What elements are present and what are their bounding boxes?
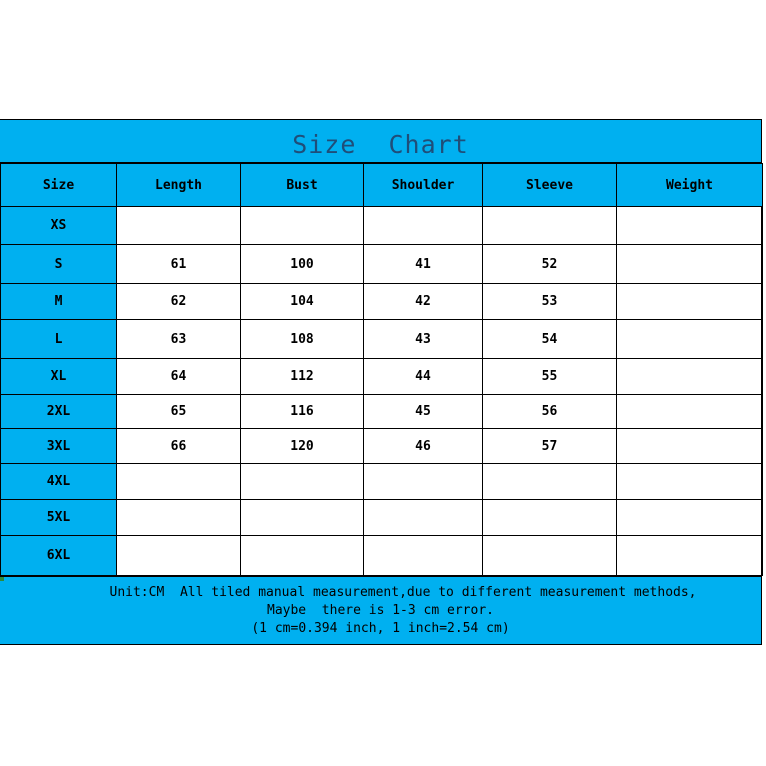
- table-row: [1, 500, 763, 536]
- corner-mark: [0, 577, 4, 581]
- cell-weight: [617, 207, 763, 245]
- header-row: [1, 164, 763, 207]
- cell-size: 6XL: [1, 536, 117, 576]
- footer-line-3: (1 cm=0.394 inch, 1 inch=2.54 cm): [251, 620, 510, 636]
- cell-shoulder: 43: [364, 320, 483, 359]
- header-bust: Bust: [241, 164, 364, 207]
- cell-size: 5XL: [1, 500, 117, 536]
- table-row: [1, 429, 763, 464]
- cell-size: 2XL: [1, 395, 117, 429]
- cell-length: [117, 464, 241, 500]
- cell-size: XL: [1, 359, 117, 395]
- cell-size: S: [1, 245, 117, 284]
- cell-bust: 108: [241, 320, 364, 359]
- cell-shoulder: [364, 464, 483, 500]
- table-row: [1, 245, 763, 284]
- table-row: [1, 536, 763, 576]
- header-size: Size: [1, 164, 117, 207]
- cell-weight: [617, 464, 763, 500]
- cell-shoulder: 45: [364, 395, 483, 429]
- cell-sleeve: 56: [483, 395, 617, 429]
- table-row: [1, 359, 763, 395]
- cell-shoulder: [364, 207, 483, 245]
- cell-bust: [241, 500, 364, 536]
- cell-weight: [617, 429, 763, 464]
- cell-weight: [617, 245, 763, 284]
- cell-shoulder: 44: [364, 359, 483, 395]
- table-row: [1, 284, 763, 320]
- cell-bust: [241, 207, 364, 245]
- header-shoulder: Shoulder: [364, 164, 483, 207]
- table-row: [1, 395, 763, 429]
- header-length: Length: [117, 164, 241, 207]
- cell-size: XS: [1, 207, 117, 245]
- size-table: [0, 163, 763, 576]
- cell-weight: [617, 395, 763, 429]
- cell-sleeve: 52: [483, 245, 617, 284]
- cell-length: 65: [117, 395, 241, 429]
- cell-shoulder: [364, 536, 483, 576]
- chart-title: Size Chart: [292, 129, 469, 159]
- cell-bust: 116: [241, 395, 364, 429]
- header-weight: Weight: [617, 164, 763, 207]
- cell-sleeve: [483, 464, 617, 500]
- cell-sleeve: [483, 207, 617, 245]
- footer-line-1: Unit:CM All tiled manual measurement,due to different measurement methods,: [109, 584, 697, 600]
- cell-size: L: [1, 320, 117, 359]
- cell-length: [117, 500, 241, 536]
- cell-size: M: [1, 284, 117, 320]
- table-row: [1, 207, 763, 245]
- cell-sleeve: 55: [483, 359, 617, 395]
- cell-length: 63: [117, 320, 241, 359]
- cell-length: 61: [117, 245, 241, 284]
- cell-bust: 112: [241, 359, 364, 395]
- cell-sleeve: 53: [483, 284, 617, 320]
- cell-sleeve: [483, 536, 617, 576]
- size-chart: [0, 119, 762, 645]
- cell-size: 3XL: [1, 429, 117, 464]
- cell-length: 62: [117, 284, 241, 320]
- cell-bust: [241, 536, 364, 576]
- footer-line-2: Maybe there is 1-3 cm error.: [267, 602, 494, 618]
- title-bar: [0, 120, 761, 163]
- cell-length: [117, 207, 241, 245]
- cell-sleeve: 54: [483, 320, 617, 359]
- table-row: [1, 320, 763, 359]
- cell-weight: [617, 536, 763, 576]
- cell-weight: [617, 500, 763, 536]
- cell-bust: 100: [241, 245, 364, 284]
- header-sleeve: Sleeve: [483, 164, 617, 207]
- cell-sleeve: 57: [483, 429, 617, 464]
- footer-note: [0, 576, 761, 644]
- cell-weight: [617, 320, 763, 359]
- cell-length: 66: [117, 429, 241, 464]
- cell-weight: [617, 284, 763, 320]
- cell-shoulder: 46: [364, 429, 483, 464]
- cell-size: 4XL: [1, 464, 117, 500]
- cell-bust: [241, 464, 364, 500]
- cell-shoulder: 42: [364, 284, 483, 320]
- cell-shoulder: 41: [364, 245, 483, 284]
- cell-weight: [617, 359, 763, 395]
- cell-bust: 120: [241, 429, 364, 464]
- cell-sleeve: [483, 500, 617, 536]
- table-row: [1, 464, 763, 500]
- cell-length: 64: [117, 359, 241, 395]
- cell-length: [117, 536, 241, 576]
- cell-shoulder: [364, 500, 483, 536]
- cell-bust: 104: [241, 284, 364, 320]
